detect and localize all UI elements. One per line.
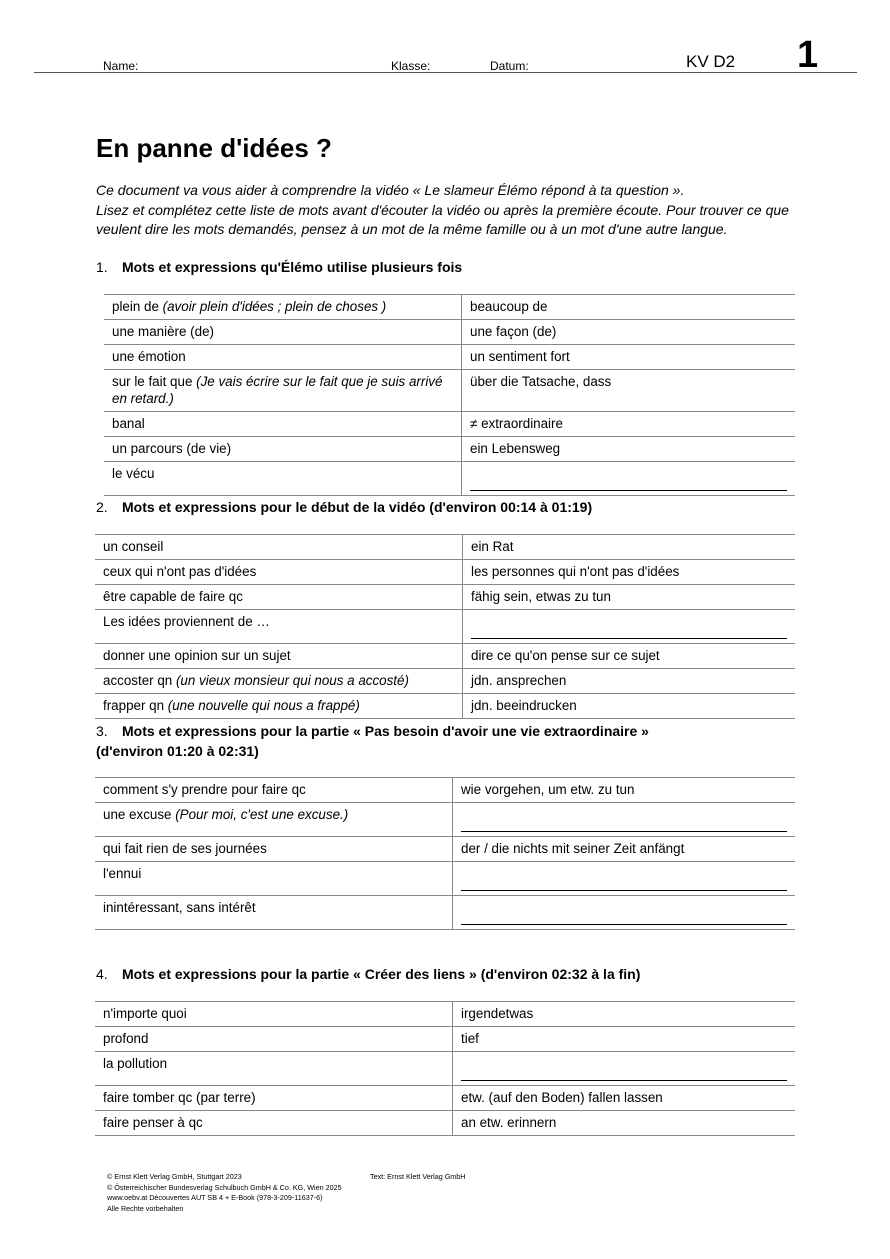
table-row	[95, 560, 795, 585]
meaning-cell: an etw. erinnern	[461, 1115, 557, 1130]
table-row	[104, 462, 795, 496]
table-row	[95, 862, 795, 896]
section-4-heading: 4. Mots et expressions pour la partie « Créer des liens » (d'environ 02:32 à la fin)	[96, 966, 641, 982]
french-term: faire penser à qc	[95, 1111, 453, 1136]
meaning-cell[interactable]	[462, 462, 796, 496]
example-text: (Pour moi, c'est une excuse.)	[175, 807, 349, 822]
french-term: la pollution	[95, 1052, 453, 1086]
table-row	[95, 803, 795, 837]
table-row	[104, 345, 795, 370]
intro-line-1: Ce document va vous aider à comprendre la vidéo « Le slameur Élémo répond à ta question ».	[96, 182, 685, 198]
table-row	[95, 1002, 795, 1027]
vocab-table-3	[95, 777, 795, 930]
meaning-cell[interactable]	[453, 896, 796, 930]
name-label: Name:	[103, 59, 139, 73]
french-term: un parcours (de vie)	[104, 437, 462, 462]
table-row	[95, 1027, 795, 1052]
header-rule	[34, 72, 857, 73]
french-term: frapper qn (une nouvelle qui nous a frappé)	[95, 694, 463, 719]
french-term: comment s'y prendre pour faire qc	[95, 778, 453, 803]
meaning-cell[interactable]	[463, 610, 796, 644]
meaning-cell: beaucoup de	[470, 299, 548, 314]
meaning-cell[interactable]	[453, 862, 796, 896]
page-title: En panne d'idées ?	[96, 133, 332, 163]
french-term: ceux qui n'ont pas d'idées	[95, 560, 463, 585]
french-term: faire tomber qc (par terre)	[95, 1086, 453, 1111]
meaning-cell: der / die nichts mit seiner Zeit anfängt	[461, 841, 685, 856]
french-term: banal	[104, 412, 462, 437]
meaning-cell: jdn. ansprechen	[471, 673, 567, 688]
table-row	[95, 1052, 795, 1086]
table-row	[104, 412, 795, 437]
footer-copyright: © Ernst Klett Verlag GmbH, Stuttgart 2023 © Österreichischer Bundesverlag Schulbuch GmbH & Co. KG, Wien 2025 www.oebv.at Découvertes AUT SB 4 + E-Book (978-3-209-11637-6) Alle Rechte vorbehalten	[107, 1172, 342, 1213]
meaning-cell[interactable]	[453, 1052, 796, 1086]
page-number: 1	[797, 34, 819, 76]
section-1-heading: 1. Mots et expressions qu'Élémo utilise plusieurs fois	[96, 259, 463, 275]
table-row	[95, 1111, 795, 1136]
table-row	[95, 778, 795, 803]
section-2-heading: 2. Mots et expressions pour le début de la vidéo (d'environ 00:14 à 01:19)	[96, 499, 593, 515]
table-row	[95, 896, 795, 930]
french-term: un conseil	[95, 535, 463, 560]
french-term: accoster qn (un vieux monsieur qui nous a accosté)	[95, 669, 463, 694]
intro-line-2: Lisez et complétez cette liste de mots avant d'écouter la vidéo ou après la première écoute. Pour trouver ce que veulent dire les mots demandés, pensez à un mot de la même famille ou à un mot d'une autre langue.	[96, 201, 789, 237]
answer-blank-line[interactable]	[461, 907, 787, 925]
french-term: le vécu	[104, 462, 462, 496]
table-row	[104, 295, 795, 320]
table-row	[95, 1086, 795, 1111]
footer-text-credit: Text: Ernst Klett Verlag GmbH	[370, 1172, 466, 1181]
answer-blank-line[interactable]	[461, 873, 787, 891]
meaning-cell: jdn. beeindrucken	[471, 698, 577, 713]
french-term: sur le fait que (Je vais écrire sur le fait que je suis arrivé en retard.)	[104, 370, 462, 412]
vocab-table-4	[95, 1001, 795, 1136]
meaning-cell: ein Rat	[471, 539, 514, 554]
french-term: n'importe quoi	[95, 1002, 453, 1027]
meaning-cell: über die Tatsache, dass	[470, 374, 612, 389]
meaning-cell: fähig sein, etwas zu tun	[471, 589, 611, 604]
table-row	[95, 669, 795, 694]
meaning-cell: les personnes qui n'ont pas d'idées	[471, 564, 680, 579]
section-3-heading: 3. Mots et expressions pour la partie « Pas besoin d'avoir une vie extraordinaire » (d'environ 01:20 à 02:31)	[96, 723, 649, 759]
example-text: (Je vais écrire sur le fait que je suis arrivé en retard.)	[112, 374, 443, 406]
table-row	[95, 610, 795, 644]
example-text: (un vieux monsieur qui nous a accosté)	[175, 673, 409, 688]
table-row	[95, 837, 795, 862]
klasse-label: Klasse:	[391, 59, 431, 73]
table-row	[95, 644, 795, 669]
example-text: (une nouvelle qui nous a frappé)	[167, 698, 360, 713]
french-term: inintéressant, sans intérêt	[95, 896, 453, 930]
meaning-cell: ein Lebensweg	[470, 441, 561, 456]
meaning-cell: wie vorgehen, um etw. zu tun	[461, 782, 635, 797]
french-term: une émotion	[104, 345, 462, 370]
french-term: qui fait rien de ses journées	[95, 837, 453, 862]
meaning-cell: ≠ extraordinaire	[470, 416, 563, 431]
answer-blank-line[interactable]	[470, 473, 787, 491]
vocab-table-2	[95, 534, 795, 719]
table-row	[104, 437, 795, 462]
meaning-cell[interactable]	[453, 803, 796, 837]
meaning-cell: etw. (auf den Boden) fallen lassen	[461, 1090, 663, 1105]
meaning-cell: un sentiment fort	[470, 349, 570, 364]
french-term: être capable de faire qc	[95, 585, 463, 610]
french-term: Les idées proviennent de …	[95, 610, 463, 644]
french-term: plein de (avoir plein d'idées ; plein de choses )	[104, 295, 462, 320]
table-row	[104, 320, 795, 345]
meaning-cell: une façon (de)	[470, 324, 557, 339]
french-term: l'ennui	[95, 862, 453, 896]
french-term: une excuse (Pour moi, c'est une excuse.)	[95, 803, 453, 837]
meaning-cell: irgendetwas	[461, 1006, 534, 1021]
answer-blank-line[interactable]	[461, 814, 787, 832]
intro-text	[96, 181, 796, 240]
vocab-table-1	[104, 294, 795, 496]
table-row	[95, 694, 795, 719]
example-text: (avoir plein d'idées ; plein de choses )	[162, 299, 387, 314]
table-row	[95, 585, 795, 610]
answer-blank-line[interactable]	[461, 1063, 787, 1081]
table-row	[95, 535, 795, 560]
french-term: une manière (de)	[104, 320, 462, 345]
answer-blank-line[interactable]	[471, 621, 787, 639]
datum-label: Datum:	[490, 59, 529, 73]
meaning-cell: tief	[461, 1031, 479, 1046]
french-term: profond	[95, 1027, 453, 1052]
table-row	[104, 370, 795, 412]
worksheet-code: KV D2	[686, 52, 736, 71]
meaning-cell: dire ce qu'on pense sur ce sujet	[471, 648, 660, 663]
french-term: donner une opinion sur un sujet	[95, 644, 463, 669]
